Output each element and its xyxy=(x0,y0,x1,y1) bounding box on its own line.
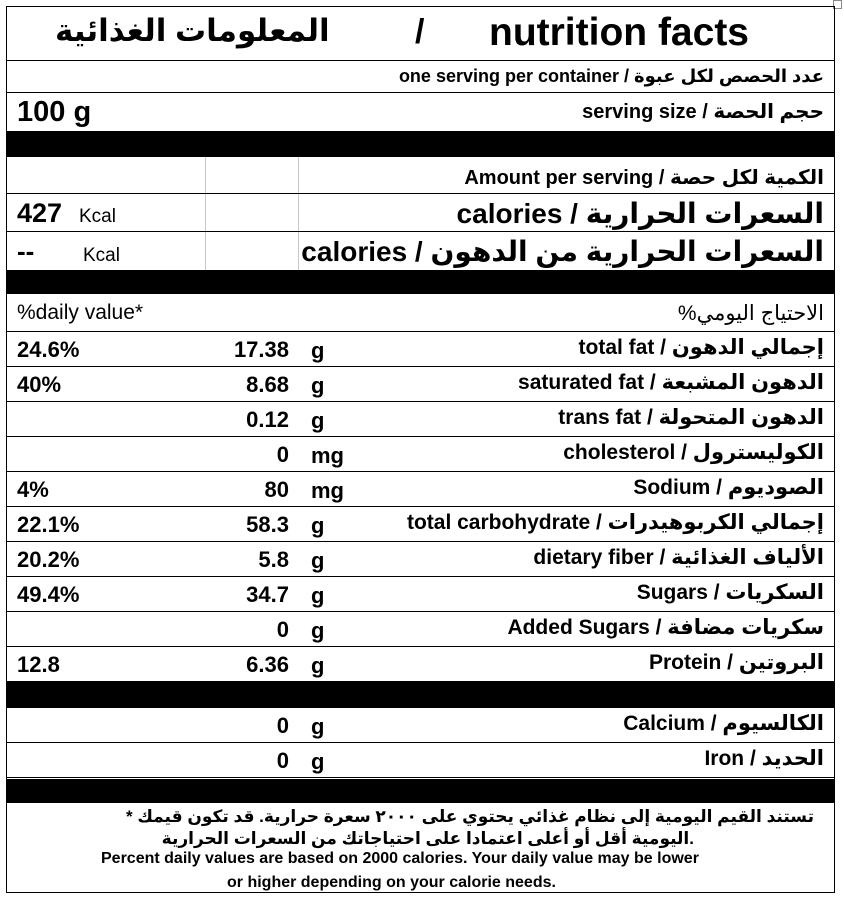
thick-divider xyxy=(7,681,834,708)
nutrient-amount: 0 xyxy=(276,748,289,773)
nutrient-amount: 6.36 xyxy=(246,652,289,677)
nutrient-amount: 0 xyxy=(276,713,289,738)
nutrient-row xyxy=(7,507,834,542)
nutrient-unit: g xyxy=(311,548,325,573)
daily-value-label-en: %daily value* xyxy=(17,301,144,324)
nutrient-unit: g xyxy=(311,714,325,739)
daily-value-label-ar: %الاحتياج اليومي xyxy=(677,302,824,325)
nutrient-row xyxy=(7,743,834,778)
footnote-english-line1: Percent daily values are based on 2000 calories. Your daily value may be lower xyxy=(101,850,699,867)
nutrient-amount: 0.12 xyxy=(246,407,289,432)
serving-size-label: serving size / حجم الحصة xyxy=(582,101,824,123)
nutrient-row xyxy=(7,367,834,402)
nutrient-amount: 8.68 xyxy=(246,372,289,397)
header-row xyxy=(7,7,834,61)
fat-calories-unit: Kcal xyxy=(83,245,120,266)
title-english: nutrition facts xyxy=(489,11,749,54)
thick-divider xyxy=(7,270,834,294)
nutrient-unit: g xyxy=(311,749,325,774)
amount-per-serving-row xyxy=(7,157,834,194)
footnote-arabic-line2: اليومية أقل أو أعلى اعتمادا على احتياجاتك من السعرات الحرارية. xyxy=(161,829,694,848)
nutrient-unit: mg xyxy=(311,478,344,503)
nutrient-amount: 58.3 xyxy=(246,512,289,537)
calories-value: 427 xyxy=(17,198,63,228)
nutrient-row xyxy=(7,472,834,507)
nutrient-unit: mg xyxy=(311,443,344,468)
nutrient-row xyxy=(7,437,834,472)
title-arabic: المعلومات الغذائية xyxy=(55,13,330,48)
nutrient-amount: 17.38 xyxy=(233,337,289,362)
nutrient-label: Added Sugars / سكريات مضافة xyxy=(507,616,824,639)
nutrient-label: Protein / البروتين xyxy=(649,651,824,674)
fat-calories-row xyxy=(7,232,834,270)
thick-divider xyxy=(7,131,834,157)
daily-value-header-row xyxy=(7,295,834,332)
nutrient-label: total carbohydrate / إجمالي الكربوهيدرات xyxy=(406,511,824,534)
nutrient-unit: g xyxy=(311,653,325,678)
footnote-arabic-line1: * تستند القيم اليومية إلى نظام غذائي يحتوي على ٢٠٠٠ سعرة حرارية. قد تكون قيمك xyxy=(125,807,814,826)
serving-size-value: 100 g xyxy=(17,96,92,128)
nutrient-label: Iron / الحديد xyxy=(704,747,824,770)
nutrition-label xyxy=(6,6,835,893)
fat-calories-value: -- xyxy=(17,236,35,266)
thick-divider xyxy=(7,779,834,803)
calories-row xyxy=(7,194,834,232)
title-slash: / xyxy=(415,13,425,51)
nutrient-unit: g xyxy=(311,583,325,608)
nutrient-unit: g xyxy=(311,373,325,398)
nutrient-row xyxy=(7,612,834,647)
servings-per-container-row xyxy=(7,61,834,93)
daily-value-percent: 4% xyxy=(17,477,49,502)
nutrient-row xyxy=(7,402,834,437)
daily-value-percent: 40% xyxy=(17,372,62,397)
fat-calories-label: calories / السعرات الحرارية من الدهون xyxy=(301,236,824,267)
amount-per-serving: Amount per serving / الكمية لكل حصة xyxy=(464,167,824,189)
nutrient-amount: 34.7 xyxy=(246,582,289,607)
nutrient-unit: g xyxy=(311,338,325,363)
servings-per-container: one serving per container / عدد الحصص لكل عبوة xyxy=(398,66,824,86)
nutrient-row xyxy=(7,332,834,367)
daily-value-percent: 24.6% xyxy=(17,337,80,362)
nutrient-label: trans fat / الدهون المتحولة xyxy=(558,406,824,429)
daily-value-percent: 12.8 xyxy=(17,652,60,677)
nutrient-amount: 80 xyxy=(264,477,289,502)
nutrient-unit: g xyxy=(311,408,325,433)
nutrient-unit: g xyxy=(311,618,325,643)
nutrient-unit: g xyxy=(311,513,325,538)
calories-unit: Kcal xyxy=(79,206,116,227)
nutrient-label: total fat / إجمالي الدهون xyxy=(578,336,824,359)
nutrient-label: cholesterol / الكوليسترول xyxy=(563,441,824,464)
nutrient-row xyxy=(7,708,834,743)
daily-value-percent: 49.4% xyxy=(17,582,80,607)
nutrient-amount: 0 xyxy=(276,442,289,467)
nutrient-amount: 0 xyxy=(276,617,289,642)
serving-size-row xyxy=(7,93,834,129)
nutrient-row xyxy=(7,542,834,577)
nutrient-row xyxy=(7,577,834,612)
nutrient-label: dietary fiber / الألياف الغذائية xyxy=(533,546,824,569)
nutrient-label: Sodium / الصوديوم xyxy=(633,476,824,499)
daily-value-percent: 20.2% xyxy=(17,547,80,572)
nutrient-label: Calcium / الكالسيوم xyxy=(623,712,824,735)
daily-value-percent: 22.1% xyxy=(17,512,80,537)
nutrient-label: saturated fat / الدهون المشبعة xyxy=(518,371,824,394)
footnote-english-line2: or higher depending on your calorie needs. xyxy=(227,874,556,891)
nutrient-label: Sugars / السكريات xyxy=(636,581,824,604)
nutrient-row xyxy=(7,647,834,682)
nutrient-amount: 5.8 xyxy=(258,547,289,572)
calories-label: calories / السعرات الحرارية xyxy=(456,198,824,229)
